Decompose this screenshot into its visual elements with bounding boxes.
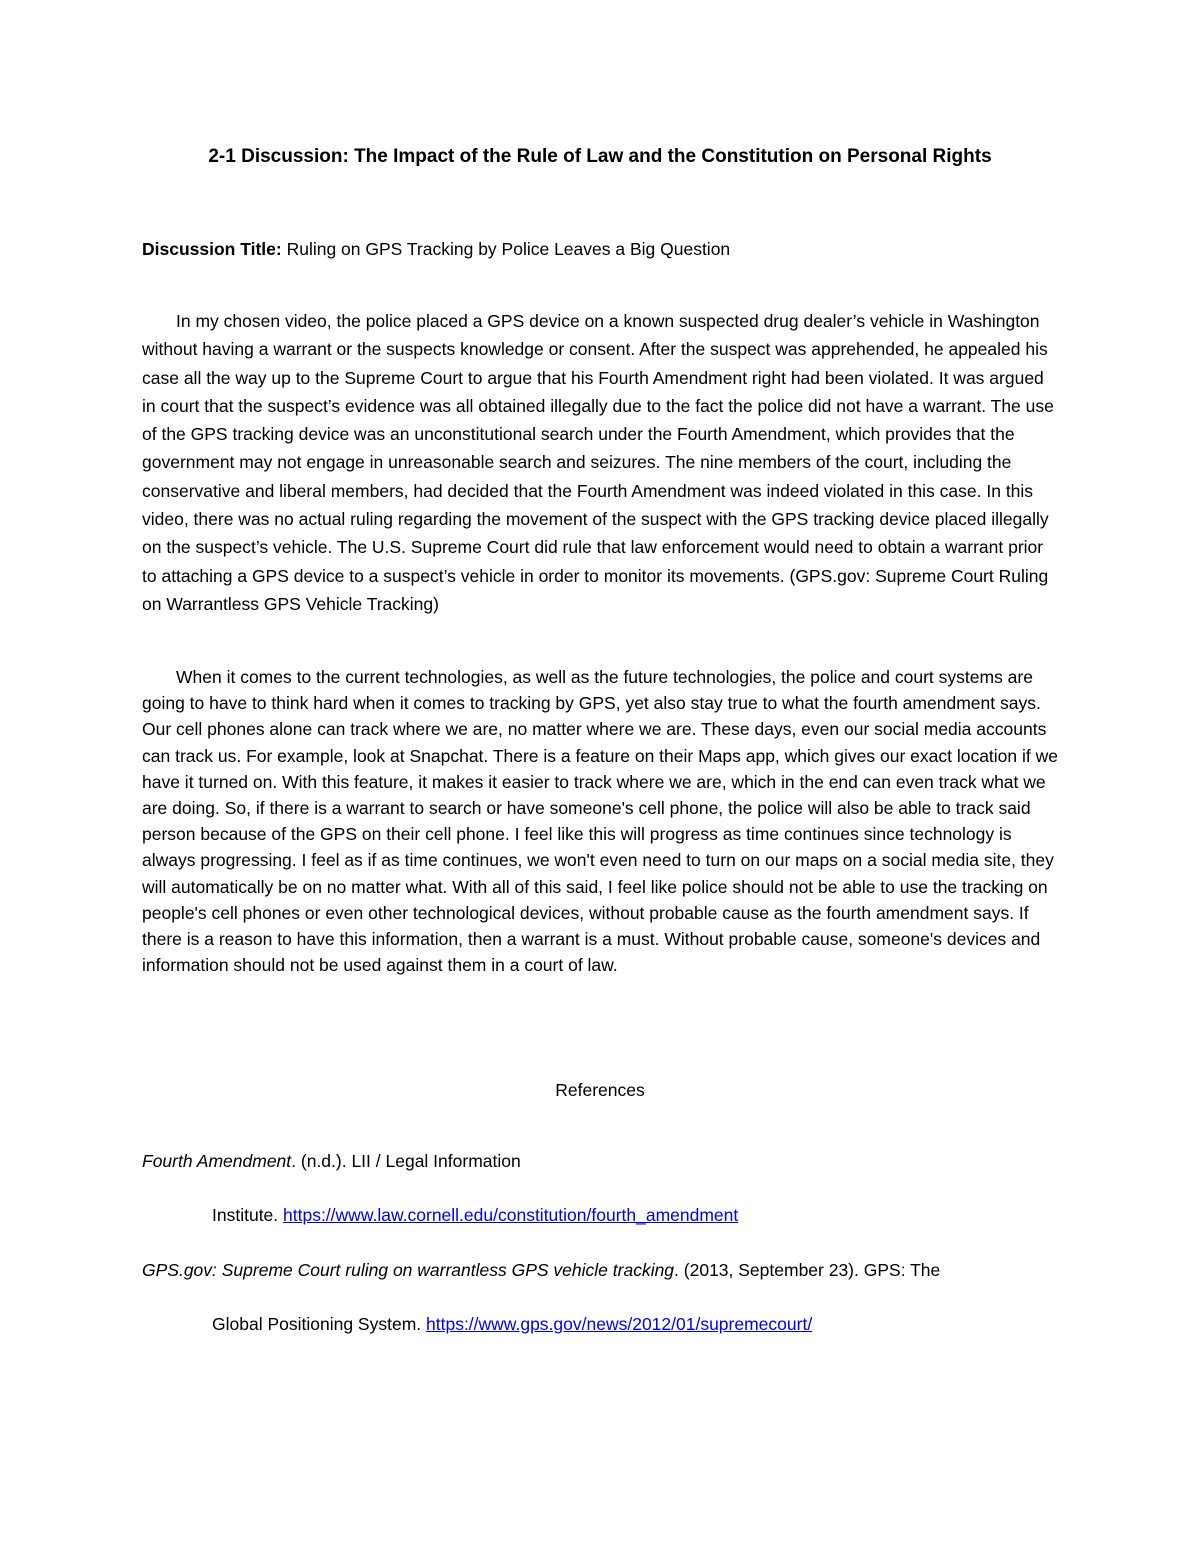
reference-2-publisher: Global Positioning System. bbox=[212, 1314, 426, 1334]
reference-2-line-2 bbox=[212, 1311, 812, 1337]
reference-2-title: GPS.gov: Supreme Court ruling on warrantless GPS vehicle tracking bbox=[142, 1260, 675, 1280]
reference-2-link[interactable]: https://www.gps.gov/news/2012/01/supremecourt/ bbox=[426, 1314, 813, 1334]
discussion-title bbox=[142, 236, 730, 262]
discussion-title-value: Ruling on GPS Tracking by Police Leaves a Big Question bbox=[281, 239, 731, 259]
reference-1-line-1 bbox=[142, 1148, 1072, 1174]
references-heading: References bbox=[555, 1080, 645, 1100]
reference-1-line-2 bbox=[212, 1202, 738, 1228]
discussion-title-label: Discussion Title: bbox=[142, 239, 282, 259]
reference-2-details: . (2013, September 23). GPS: The bbox=[674, 1260, 941, 1280]
reference-2-line-1 bbox=[142, 1257, 1072, 1283]
document-title: 2-1 Discussion: The Impact of the Rule of Law and the Constitution on Personal Rights bbox=[208, 146, 992, 167]
reference-1-title: Fourth Amendment bbox=[142, 1151, 292, 1171]
reference-1-publisher: Institute. bbox=[212, 1205, 284, 1225]
body-paragraph-2: When it comes to the current technologies, as well as the future technologies, the police and court systems are going to have to think hard when it comes to tracking by GPS, yet also stay true to what the fourth amendment says. Our cell phones alone can track where we are, no matter where we are. These days, even our social media accounts can track us. For example, look at Snapchat. There is a feature on their Maps app, which gives our exact location if we have it turned on. With this feature, it makes it easier to track where we are, which in the end can even track what we are doing. So, if there is a warrant to search or have someone's cell phone, the police will also be able to track said person because of the GPS on their cell phone. I feel like this will progress as time continues since technology is always progressing. I feel as if as time continues, we won't even need to turn on our maps on a social media site, they will automatically be on no matter what. With all of this said, I feel like police should not be able to use the tracking on people's cell phones or even other technological devices, without probable cause as the fourth amendment says. If there is a reason to have this information, then a warrant is a must. Without probable cause, someone's devices and information should not be used against them in a court of law. bbox=[142, 667, 1058, 976]
reference-1-details: . (n.d.). LII / Legal Information bbox=[291, 1151, 521, 1171]
reference-1-link[interactable]: https://www.law.cornell.edu/constitution/fourth_amendment bbox=[283, 1205, 739, 1225]
body-paragraph-1: In my chosen video, the police placed a GPS device on a known suspected drug dealer’s vehicle in Washington without having a warrant or the suspects knowledge or consent. After the suspect was apprehended, he appealed his case all the way up to the Supreme Court to argue that his Fourth Amendment right had been violated. It was argued in court that the suspect’s evidence was all obtained illegally due to the fact the police did not have a warrant. The use of the GPS tracking device was an unconstitutional search under the Fourth Amendment, which provides that the government may not engage in unreasonable search and seizures. The nine members of the court, including the conservative and liberal members, had decided that the Fourth Amendment was indeed violated in this case. In this video, there was no actual ruling regarding the movement of the suspect with the GPS tracking device placed illegally on the suspect’s vehicle. The U.S. Supreme Court did rule that law enforcement would need to obtain a warrant prior to attaching a GPS device to a suspect’s vehicle in order to monitor its movements. (GPS.gov: Supreme Court Ruling on Warrantless GPS Vehicle Tracking) bbox=[142, 311, 1054, 614]
